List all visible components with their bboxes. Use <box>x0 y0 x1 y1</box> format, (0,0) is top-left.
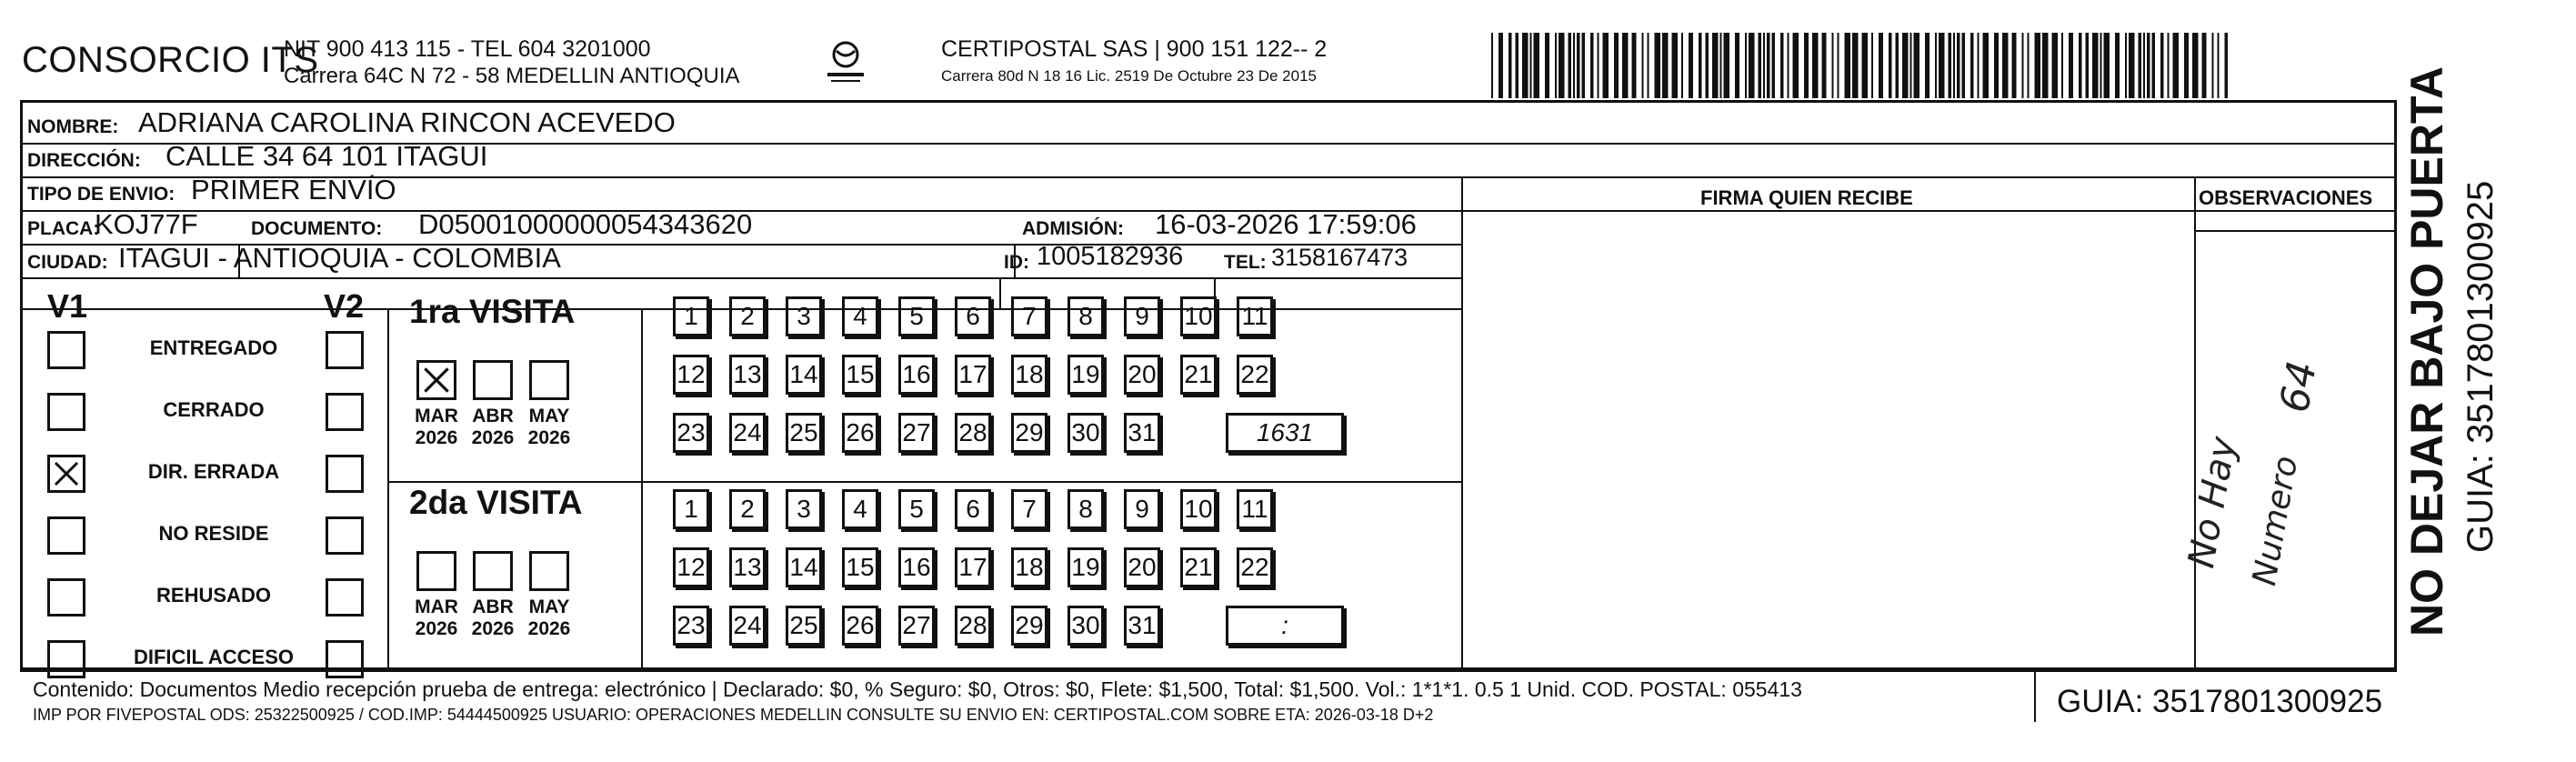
v1-checkbox[interactable] <box>47 455 85 493</box>
month-checkbox[interactable] <box>416 551 456 591</box>
v2-checkbox[interactable] <box>326 640 364 678</box>
certipostal-license: Carrera 80d N 18 16 Lic. 2519 De Octubre 23 De 2015 <box>941 67 1317 85</box>
placa-label: PLACA: <box>27 218 100 239</box>
v2-checkbox[interactable] <box>326 578 364 617</box>
day-box[interactable]: 5 <box>898 296 935 336</box>
status-label: NO RESIDE <box>158 522 269 545</box>
day-box[interactable]: 21 <box>1180 547 1217 587</box>
month-label: ABR 2026 <box>471 597 515 639</box>
day-box[interactable]: 28 <box>955 413 991 453</box>
v1-checkbox[interactable] <box>47 331 85 369</box>
placa-value: KOJ77F <box>95 208 198 240</box>
status-label: ENTREGADO <box>149 336 278 359</box>
v1-checkbox[interactable] <box>47 578 85 617</box>
id-value: 1005182936 <box>1037 242 1184 271</box>
certipostal-nit: CERTIPOSTAL SAS | 900 151 122-- 2 <box>941 36 1328 62</box>
day-box[interactable]: 10 <box>1180 489 1217 529</box>
footer-print-info: IMP POR FIVEPOSTAL ODS: 25322500925 / COD.IMP: 54444500925 USUARIO: OPERACIONES MEDELLIN CONSULTE SU ENVIO EN: CERTIPOSTAL.COM SOBRE ETA: 2026-03-18 D+2 <box>33 706 1434 724</box>
day-box[interactable]: 6 <box>955 489 991 529</box>
day-box[interactable]: 16 <box>898 547 935 587</box>
admision-value: 16-03-2026 17:59:06 <box>1155 208 1417 240</box>
day-box[interactable]: 28 <box>955 606 991 646</box>
day-box[interactable]: 21 <box>1180 355 1217 395</box>
day-box[interactable]: 16 <box>898 355 935 395</box>
v1-checkbox[interactable] <box>47 516 85 555</box>
day-box[interactable]: 24 <box>729 606 766 646</box>
day-box[interactable]: 22 <box>1237 547 1273 587</box>
day-box[interactable]: 12 <box>673 547 709 587</box>
tipo-envio-label: TIPO DE ENVIO: <box>27 184 175 205</box>
day-box[interactable]: 2 <box>729 489 766 529</box>
company-nit-phone: NIT 900 413 115 - TEL 604 3201000 <box>284 36 651 62</box>
day-box[interactable]: 15 <box>842 355 878 395</box>
month-label: MAR 2026 <box>415 406 458 448</box>
day-box[interactable]: 29 <box>1011 606 1047 646</box>
day-box[interactable]: 23 <box>673 413 709 453</box>
day-box[interactable]: 3 <box>786 489 822 529</box>
v2-checkbox[interactable] <box>326 393 364 431</box>
day-box[interactable]: 29 <box>1011 413 1047 453</box>
status-label: DIR. ERRADA <box>147 460 280 483</box>
day-box[interactable]: 30 <box>1067 413 1104 453</box>
visit2-title: 2da VISITA <box>409 484 583 521</box>
observation-handwriting-2: No Hay <box>2180 433 2245 571</box>
day-box[interactable]: 17 <box>955 355 991 395</box>
day-box[interactable]: 13 <box>729 355 766 395</box>
day-box[interactable]: 12 <box>673 355 709 395</box>
firma-quien-recibe-label: FIRMA QUIEN RECIBE <box>1700 186 1913 209</box>
day-box[interactable]: 25 <box>786 606 822 646</box>
status-label: DIFICIL ACCESO <box>133 646 294 668</box>
nombre-value: ADRIANA CAROLINA RINCON ACEVEDO <box>138 106 676 138</box>
day-box[interactable]: 14 <box>786 547 822 587</box>
v1-checkbox[interactable] <box>47 393 85 431</box>
month-label: MAY 2026 <box>527 597 571 639</box>
day-box[interactable]: 10 <box>1180 296 1217 336</box>
hour-box[interactable]: : <box>1226 606 1344 646</box>
day-box[interactable]: 15 <box>842 547 878 587</box>
day-box[interactable]: 1 <box>673 489 709 529</box>
day-box[interactable]: 11 <box>1237 296 1273 336</box>
v2-checkbox[interactable] <box>326 331 364 369</box>
visit1-title: 1ra VISITA <box>409 293 576 330</box>
direccion-value: CALLE 34 64 101 ITAGUI <box>165 140 488 172</box>
month-checkbox[interactable] <box>473 551 513 591</box>
observation-handwriting-1: 64 <box>2271 357 2326 416</box>
v2-checkbox[interactable] <box>326 455 364 493</box>
observation-handwriting-3: Numero <box>2246 453 2306 589</box>
month-label: MAY 2026 <box>527 406 571 448</box>
observaciones-label: OBSERVACIONES <box>2199 186 2373 209</box>
month-label: ABR 2026 <box>471 406 515 448</box>
admision-label: ADMISIÓN: <box>1022 218 1124 239</box>
footer-contents: Contenido: Documentos Medio recepción prueba de entrega: electrónico | Declarado: $0, % Seguro: $0, Otros: $0, Flete: $1,500, Total: $1,500. Vol.: 1*1*1. 0.5 1 Unid. COD. POSTAL: 055413 <box>33 677 1802 701</box>
company-address: Carrera 64C N 72 - 58 MEDELLIN ANTIOQUIA <box>284 64 740 88</box>
nombre-label: NOMBRE: <box>27 116 119 137</box>
day-box[interactable]: 14 <box>786 355 822 395</box>
day-box[interactable]: 9 <box>1124 489 1160 529</box>
day-box[interactable]: 5 <box>898 489 935 529</box>
status-label: REHUSADO <box>156 584 271 607</box>
day-box[interactable]: 18 <box>1011 355 1047 395</box>
day-box[interactable]: 25 <box>786 413 822 453</box>
month-checkbox[interactable] <box>416 360 456 400</box>
day-box[interactable]: 30 <box>1067 606 1104 646</box>
hour-box[interactable]: 1631 <box>1226 413 1344 453</box>
day-box[interactable]: 4 <box>842 296 878 336</box>
ciudad-label: CIUDAD: <box>27 252 108 273</box>
day-box[interactable]: 13 <box>729 547 766 587</box>
barcode <box>1491 33 2228 98</box>
day-box[interactable]: 17 <box>955 547 991 587</box>
day-box[interactable]: 8 <box>1067 296 1104 336</box>
day-box[interactable]: 26 <box>842 606 878 646</box>
day-box[interactable]: 31 <box>1124 413 1160 453</box>
day-box[interactable]: 27 <box>898 413 935 453</box>
day-box[interactable]: 20 <box>1124 547 1160 587</box>
certipostal-logo-icon <box>820 36 871 87</box>
company-name: CONSORCIO ITS <box>22 40 319 80</box>
day-box[interactable]: 11 <box>1237 489 1273 529</box>
status-label: CERRADO <box>163 398 265 421</box>
day-box[interactable]: 2 <box>729 296 766 336</box>
tel-value: 3158167473 <box>1271 244 1408 271</box>
day-box[interactable]: 24 <box>729 413 766 453</box>
day-box[interactable]: 7 <box>1011 296 1047 336</box>
day-box[interactable]: 8 <box>1067 489 1104 529</box>
v1-label: V1 <box>47 287 88 325</box>
day-box[interactable]: 31 <box>1124 606 1160 646</box>
month-label: MAR 2026 <box>415 597 458 639</box>
v1-checkbox[interactable] <box>47 640 85 678</box>
ciudad-value: ITAGUI - ANTIOQUIA - COLOMBIA <box>118 242 561 274</box>
day-box[interactable]: 18 <box>1011 547 1047 587</box>
day-box[interactable]: 1 <box>673 296 709 336</box>
day-box[interactable]: 22 <box>1237 355 1273 395</box>
day-box[interactable]: 20 <box>1124 355 1160 395</box>
v2-checkbox[interactable] <box>326 516 364 555</box>
month-checkbox[interactable] <box>529 551 569 591</box>
day-box[interactable]: 19 <box>1067 547 1104 587</box>
day-box[interactable]: 23 <box>673 606 709 646</box>
tipo-envio-value: PRIMER ENVÍO <box>191 174 396 206</box>
day-box[interactable]: 3 <box>786 296 822 336</box>
side-guia: GUIA: 3517801300925 <box>2461 180 2501 553</box>
day-box[interactable]: 27 <box>898 606 935 646</box>
footer-guia: GUIA: 3517801300925 <box>2057 684 2383 719</box>
month-checkbox[interactable] <box>529 360 569 400</box>
side-warning: NO DEJAR BAJO PUERTA <box>2401 66 2452 637</box>
day-box[interactable]: 6 <box>955 296 991 336</box>
day-box[interactable]: 4 <box>842 489 878 529</box>
day-box[interactable]: 19 <box>1067 355 1104 395</box>
day-box[interactable]: 7 <box>1011 489 1047 529</box>
v2-label: V2 <box>324 287 365 325</box>
direccion-label: DIRECCIÓN: <box>27 150 141 171</box>
documento-value: D05001000000054343620 <box>418 208 753 240</box>
month-checkbox[interactable] <box>473 360 513 400</box>
tel-label: TEL: <box>1224 252 1267 273</box>
day-box[interactable]: 9 <box>1124 296 1160 336</box>
day-box[interactable]: 26 <box>842 413 878 453</box>
id-label: ID: <box>1004 252 1029 273</box>
documento-label: DOCUMENTO: <box>251 218 383 239</box>
